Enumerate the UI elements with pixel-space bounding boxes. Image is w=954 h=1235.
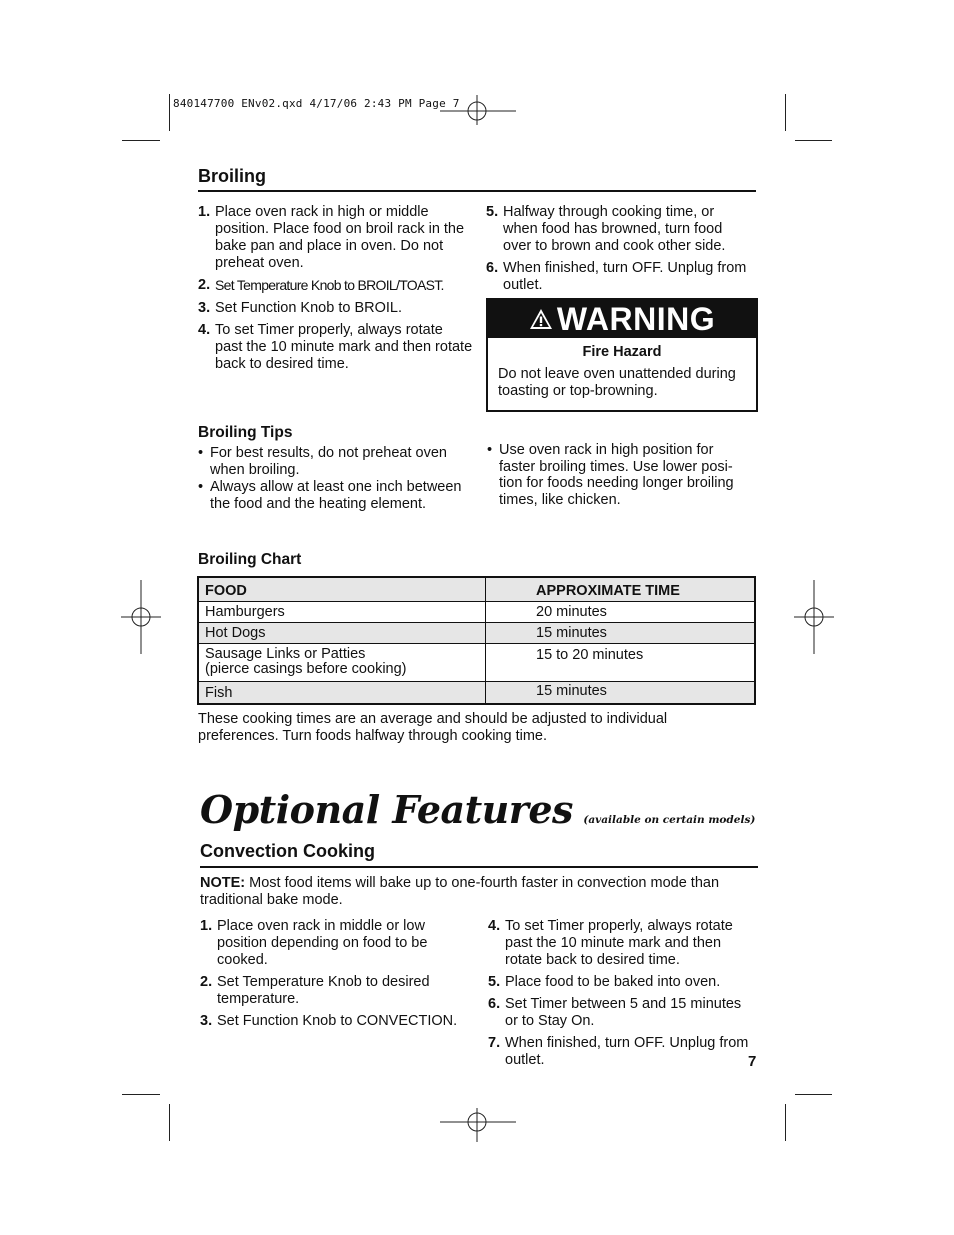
registration-mark-right-icon <box>794 580 834 654</box>
table-row <box>198 622 755 643</box>
broiling-chart-heading: Broiling Chart <box>198 551 302 568</box>
warning-label: WARNING <box>556 300 716 337</box>
warning-text: Do not leave oven unattended during toasting or top-browning. <box>498 366 736 399</box>
table-cell-time: 15 minutes <box>486 622 756 643</box>
table-cell-time: 15 to 20 minutes <box>486 643 756 681</box>
section-rule <box>200 866 758 868</box>
page-number: 7 <box>748 1053 757 1070</box>
table-row <box>198 601 755 622</box>
print-slug: 840147700 ENv02.qxd 4/17/06 2:43 PM Page 7 <box>173 97 460 110</box>
section-rule <box>198 190 756 192</box>
table-cell-time: 15 minutes <box>486 681 756 704</box>
broiling-heading: Broiling <box>198 166 266 186</box>
warning-title: Fire Hazard <box>582 344 662 360</box>
convection-steps-right <box>488 918 758 1074</box>
step-item: 2. Set Temperature Knob to BROIL/TOAST. <box>198 277 444 293</box>
convection-note: NOTE: Most food items will bake up to one-fourth faster in convection mode than traditional bake mode. <box>200 875 720 908</box>
optional-features-title: Optional Features <box>200 787 573 832</box>
step-item: 4. To set Timer properly, always rotate past the 10 minute mark and then rotate back to desired time. <box>198 322 473 372</box>
optional-features-title-row <box>200 787 755 832</box>
table-cell-food: Sausage Links or Patties (pierce casings before cooking) <box>198 643 486 681</box>
table-cell-food: Fish <box>198 681 486 704</box>
registration-mark-top-icon <box>440 95 516 125</box>
broiling-tips-left <box>198 445 470 513</box>
registration-mark-left-icon <box>121 580 161 654</box>
broiling-tips-right <box>487 442 753 509</box>
broiling-steps-left <box>198 204 473 378</box>
warning-box <box>486 298 758 412</box>
broiling-chart-table <box>197 576 756 705</box>
list-item: • Use oven rack in high position for faster broiling times. Use lower posi-tion for foods needing longer broiling times, like chicken. <box>487 442 753 508</box>
optional-features-subtitle: (available on certain models) <box>583 814 756 826</box>
step-item: 3. Set Function Knob to BROIL. <box>198 300 402 316</box>
step-item: 6. Set Timer between 5 and 15 minutes or to Stay On. <box>488 996 742 1029</box>
step-item: 5. Halfway through cooking time, or when food has browned, turn food over to brown and cook other side. <box>486 204 726 254</box>
chart-note: These cooking times are an average and should be adjusted to individual preferences. Turn foods halfway through cooking time. <box>198 711 668 744</box>
list-item: • For best results, do not preheat oven when broiling. <box>198 445 470 478</box>
registration-mark-bottom-icon <box>440 1108 516 1142</box>
step-item: 7. When finished, turn OFF. Unplug from outlet. <box>488 1035 749 1068</box>
step-item: 1. Place oven rack in middle or low position depending on food to be cooked. <box>200 918 428 968</box>
warning-triangle-icon <box>529 308 553 330</box>
table-header-row <box>198 577 755 601</box>
step-item: 1. Place oven rack in high or middle position. Place food on broil rack in the bake pan and place in oven. Do not preheat oven. <box>198 204 465 271</box>
broiling-steps-right <box>486 204 752 299</box>
list-item: • Always allow at least one inch between the food and the heating element. <box>198 479 470 512</box>
convection-heading: Convection Cooking <box>200 841 375 861</box>
step-item: 4. To set Timer properly, always rotate past the 10 minute mark and then rotate back to desired time. <box>488 918 733 968</box>
table-cell-food: Hot Dogs <box>198 622 486 643</box>
table-row <box>198 643 755 681</box>
step-item: 6. When finished, turn OFF. Unplug from outlet. <box>486 260 747 293</box>
step-item: 5. Place food to be baked into oven. <box>488 974 721 990</box>
step-item: 3. Set Function Knob to CONVECTION. <box>200 1013 458 1029</box>
broiling-tips-heading: Broiling Tips <box>198 424 293 441</box>
column-header-food: FOOD <box>198 577 486 601</box>
table-row <box>198 681 755 704</box>
warning-header <box>488 300 756 338</box>
table-cell-time: 20 minutes <box>486 601 756 622</box>
column-header-time: APPROXIMATE TIME <box>486 577 756 601</box>
convection-steps-left <box>200 918 475 1035</box>
step-item: 2. Set Temperature Knob to desired temperature. <box>200 974 430 1007</box>
table-cell-food: Hamburgers <box>198 601 486 622</box>
